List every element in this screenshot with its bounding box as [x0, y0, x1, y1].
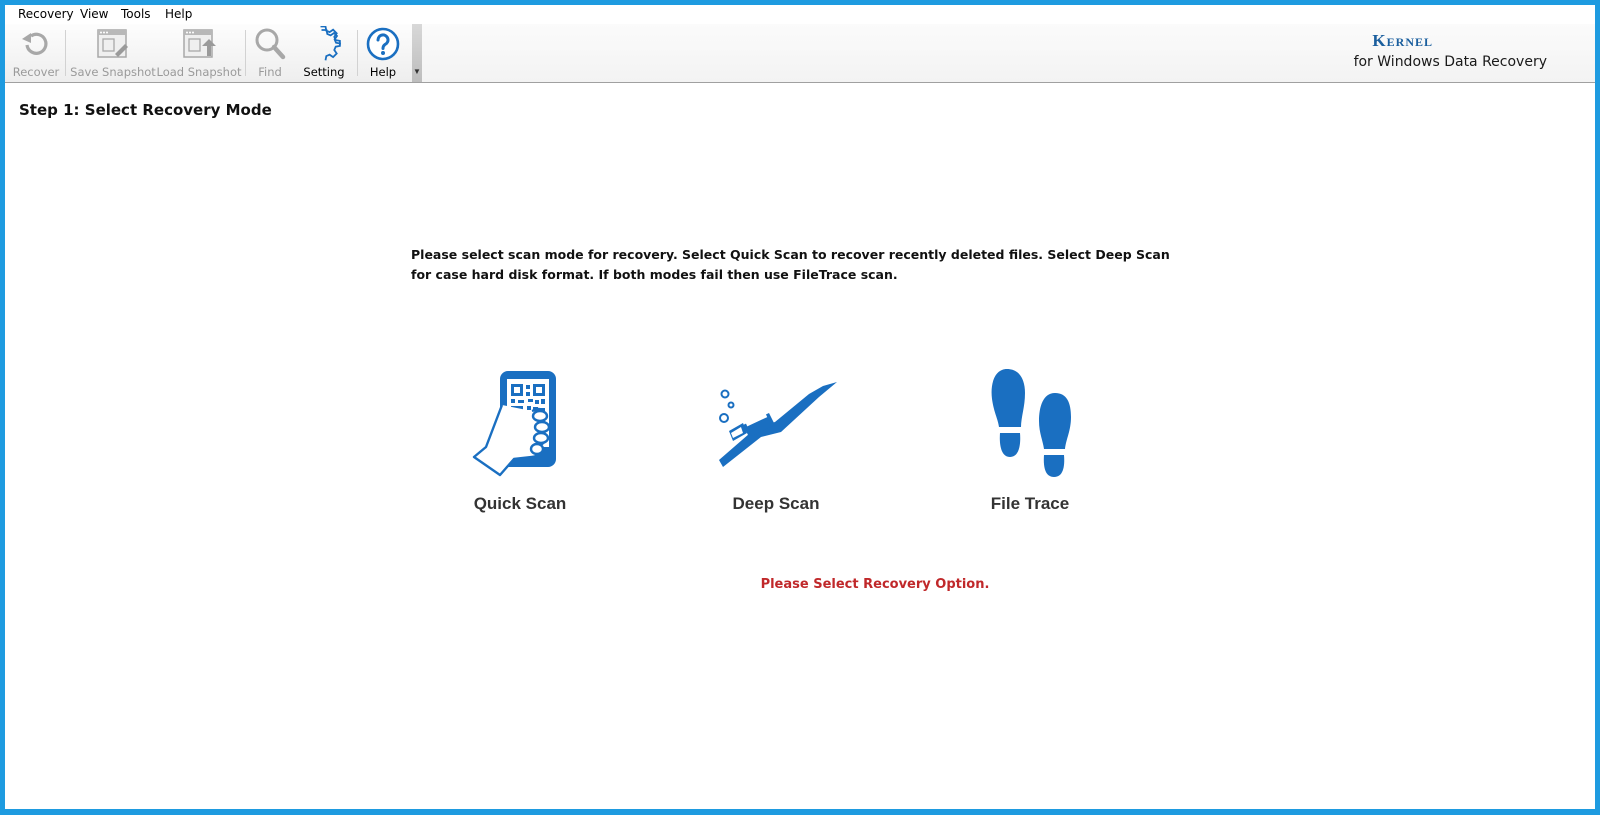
load-snapshot-button[interactable] [157, 26, 241, 80]
brand-logo: Kernel [1372, 31, 1433, 50]
setting-button[interactable] [301, 26, 347, 80]
menu-help[interactable]: Help [165, 7, 193, 21]
toolbar [5, 24, 1595, 83]
chevron-down-icon: ▼ [413, 67, 421, 76]
toolbar-separator [245, 30, 246, 76]
instruction-text: Please select scan mode for recovery. Select Quick Scan to recover recently deleted files. Select Deep Scan for case hard disk format. If both modes fail then use FileTrace scan. [411, 247, 1170, 282]
quick-scan-option[interactable] [420, 367, 620, 514]
recover-button[interactable] [13, 26, 59, 80]
page-title: Step 1: Select Recovery Mode [19, 101, 272, 119]
setting-label: Setting [303, 65, 345, 79]
find-label: Find [258, 65, 282, 79]
status-message: Please Select Recovery Option. [760, 577, 990, 592]
save-snapshot-label: Save Snapshot [70, 65, 156, 79]
menu-bar [5, 5, 1595, 24]
brand-product-name: for Windows Data Recovery [1353, 54, 1547, 70]
toolbar-separator [357, 30, 358, 76]
save-snapshot-button[interactable] [71, 26, 155, 80]
menu-recovery[interactable]: Recovery [18, 7, 74, 21]
recover-label: Recover [12, 65, 60, 79]
question-icon [365, 26, 401, 62]
deep-scan-label: Deep Scan [732, 494, 820, 513]
recover-icon [18, 26, 54, 62]
quick-scan-label: Quick Scan [473, 494, 567, 513]
phone-qr-icon [470, 367, 570, 477]
deep-scan-option[interactable] [676, 367, 876, 514]
menu-tools[interactable]: Tools [121, 7, 151, 21]
gear-icon [306, 26, 342, 62]
help-button[interactable] [363, 26, 403, 80]
file-trace-label: File Trace [990, 494, 1070, 513]
help-label: Help [369, 65, 397, 79]
diver-icon [711, 367, 841, 477]
file-trace-option[interactable] [930, 367, 1130, 514]
load-snapshot-icon [181, 26, 217, 62]
magnifier-icon [252, 26, 288, 62]
find-button[interactable] [251, 26, 289, 80]
save-snapshot-icon [95, 26, 131, 62]
footprints-icon [975, 367, 1085, 477]
menu-view[interactable]: View [80, 7, 109, 21]
load-snapshot-label: Load Snapshot [156, 65, 242, 79]
toolbar-separator [65, 30, 66, 76]
toolbar-overflow-grip[interactable] [412, 24, 422, 82]
